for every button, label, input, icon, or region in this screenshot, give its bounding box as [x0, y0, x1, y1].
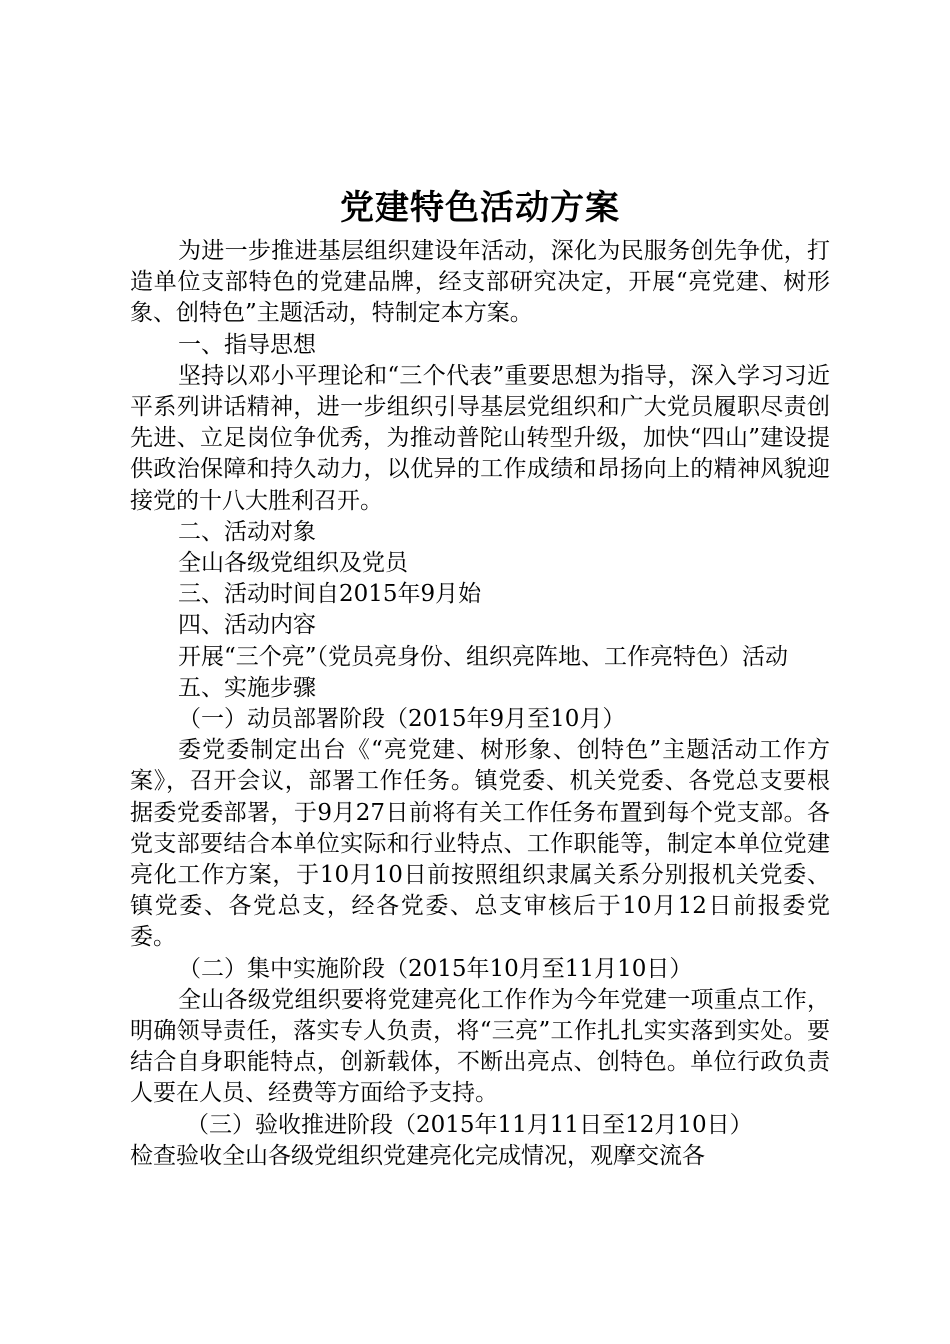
document-page	[130, 180, 830, 1172]
step-heading-implementation: （二）集中实施阶段（2015年10月至11月10日）	[178, 955, 693, 982]
section-heading-implementation-steps: 五、实施步骤	[178, 674, 316, 701]
guiding-ideology-paragraph: 坚持以邓小平理论和“三个代表”重要思想为指导，深入学习习近平系列讲话精神，进一步组织引导基层党组织和广大党员履职尽责创先进、立足岗位争优秀，为推动普陀山转型升级，加快“四山”建设提供政治保障和持久动力，以优异的工作成绩和昂扬向上的精神风貌迎接党的十八大胜利召开。	[130, 362, 830, 514]
section-heading-activity-time: 三、活动时间自2015年9月始	[178, 581, 482, 608]
intro-paragraph: 为进一步推进基层组织建设年活动，深化为民服务创先争优，打造单位支部特色的党建品牌，经支部研究决定，开展“亮党建、树形象、创特色”主题活动，特制定本方案。	[130, 238, 830, 327]
implementation-paragraph: 全山各级党组织要将党建亮化工作作为今年党建一项重点工作，明确领导责任，落实专人负责，将“三亮”工作扎扎实实落到实处。要结合自身职能特点，创新载体，不断出亮点、创特色。单位行政负责人要在人员、经费等方面给予支持。	[130, 986, 830, 1107]
document-title: 党建特色活动方案	[340, 188, 620, 228]
step-heading-acceptance: （三）验收推进阶段（2015年11月11日至12月10日）	[186, 1111, 753, 1138]
activity-targets-paragraph: 全山各级党组织及党员	[178, 550, 408, 577]
section-heading-activity-targets: 二、活动对象	[178, 518, 316, 545]
activity-content-paragraph: 开展“三个亮”（党员亮身份、组织亮阵地、工作亮特色）活动	[178, 643, 789, 670]
acceptance-paragraph: 检查验收全山各级党组织党建亮化完成情况，观摩交流各	[130, 1142, 705, 1169]
section-heading-activity-content: 四、活动内容	[178, 612, 316, 639]
mobilization-paragraph: 委党委制定出台《“亮党建、树形象、创特色”主题活动工作方案》，召开会议，部署工作任务。镇党委、机关党委、各党总支要根据委党委部署，于9月27日前将有关工作任务布置到每个党支部。各党支部要结合本单位实际和行业特点、工作职能等，制定本单位党建亮化工作方案，于10月10日前按照组织隶属关系分别报机关党委、镇党委、各党总支，经各党委、总支审核后于10月12日前报委党委。	[130, 737, 830, 951]
section-heading-guiding-ideology: 一、指导思想	[178, 331, 316, 358]
step-heading-mobilization: （一）动员部署阶段（2015年9月至10月）	[178, 706, 626, 733]
